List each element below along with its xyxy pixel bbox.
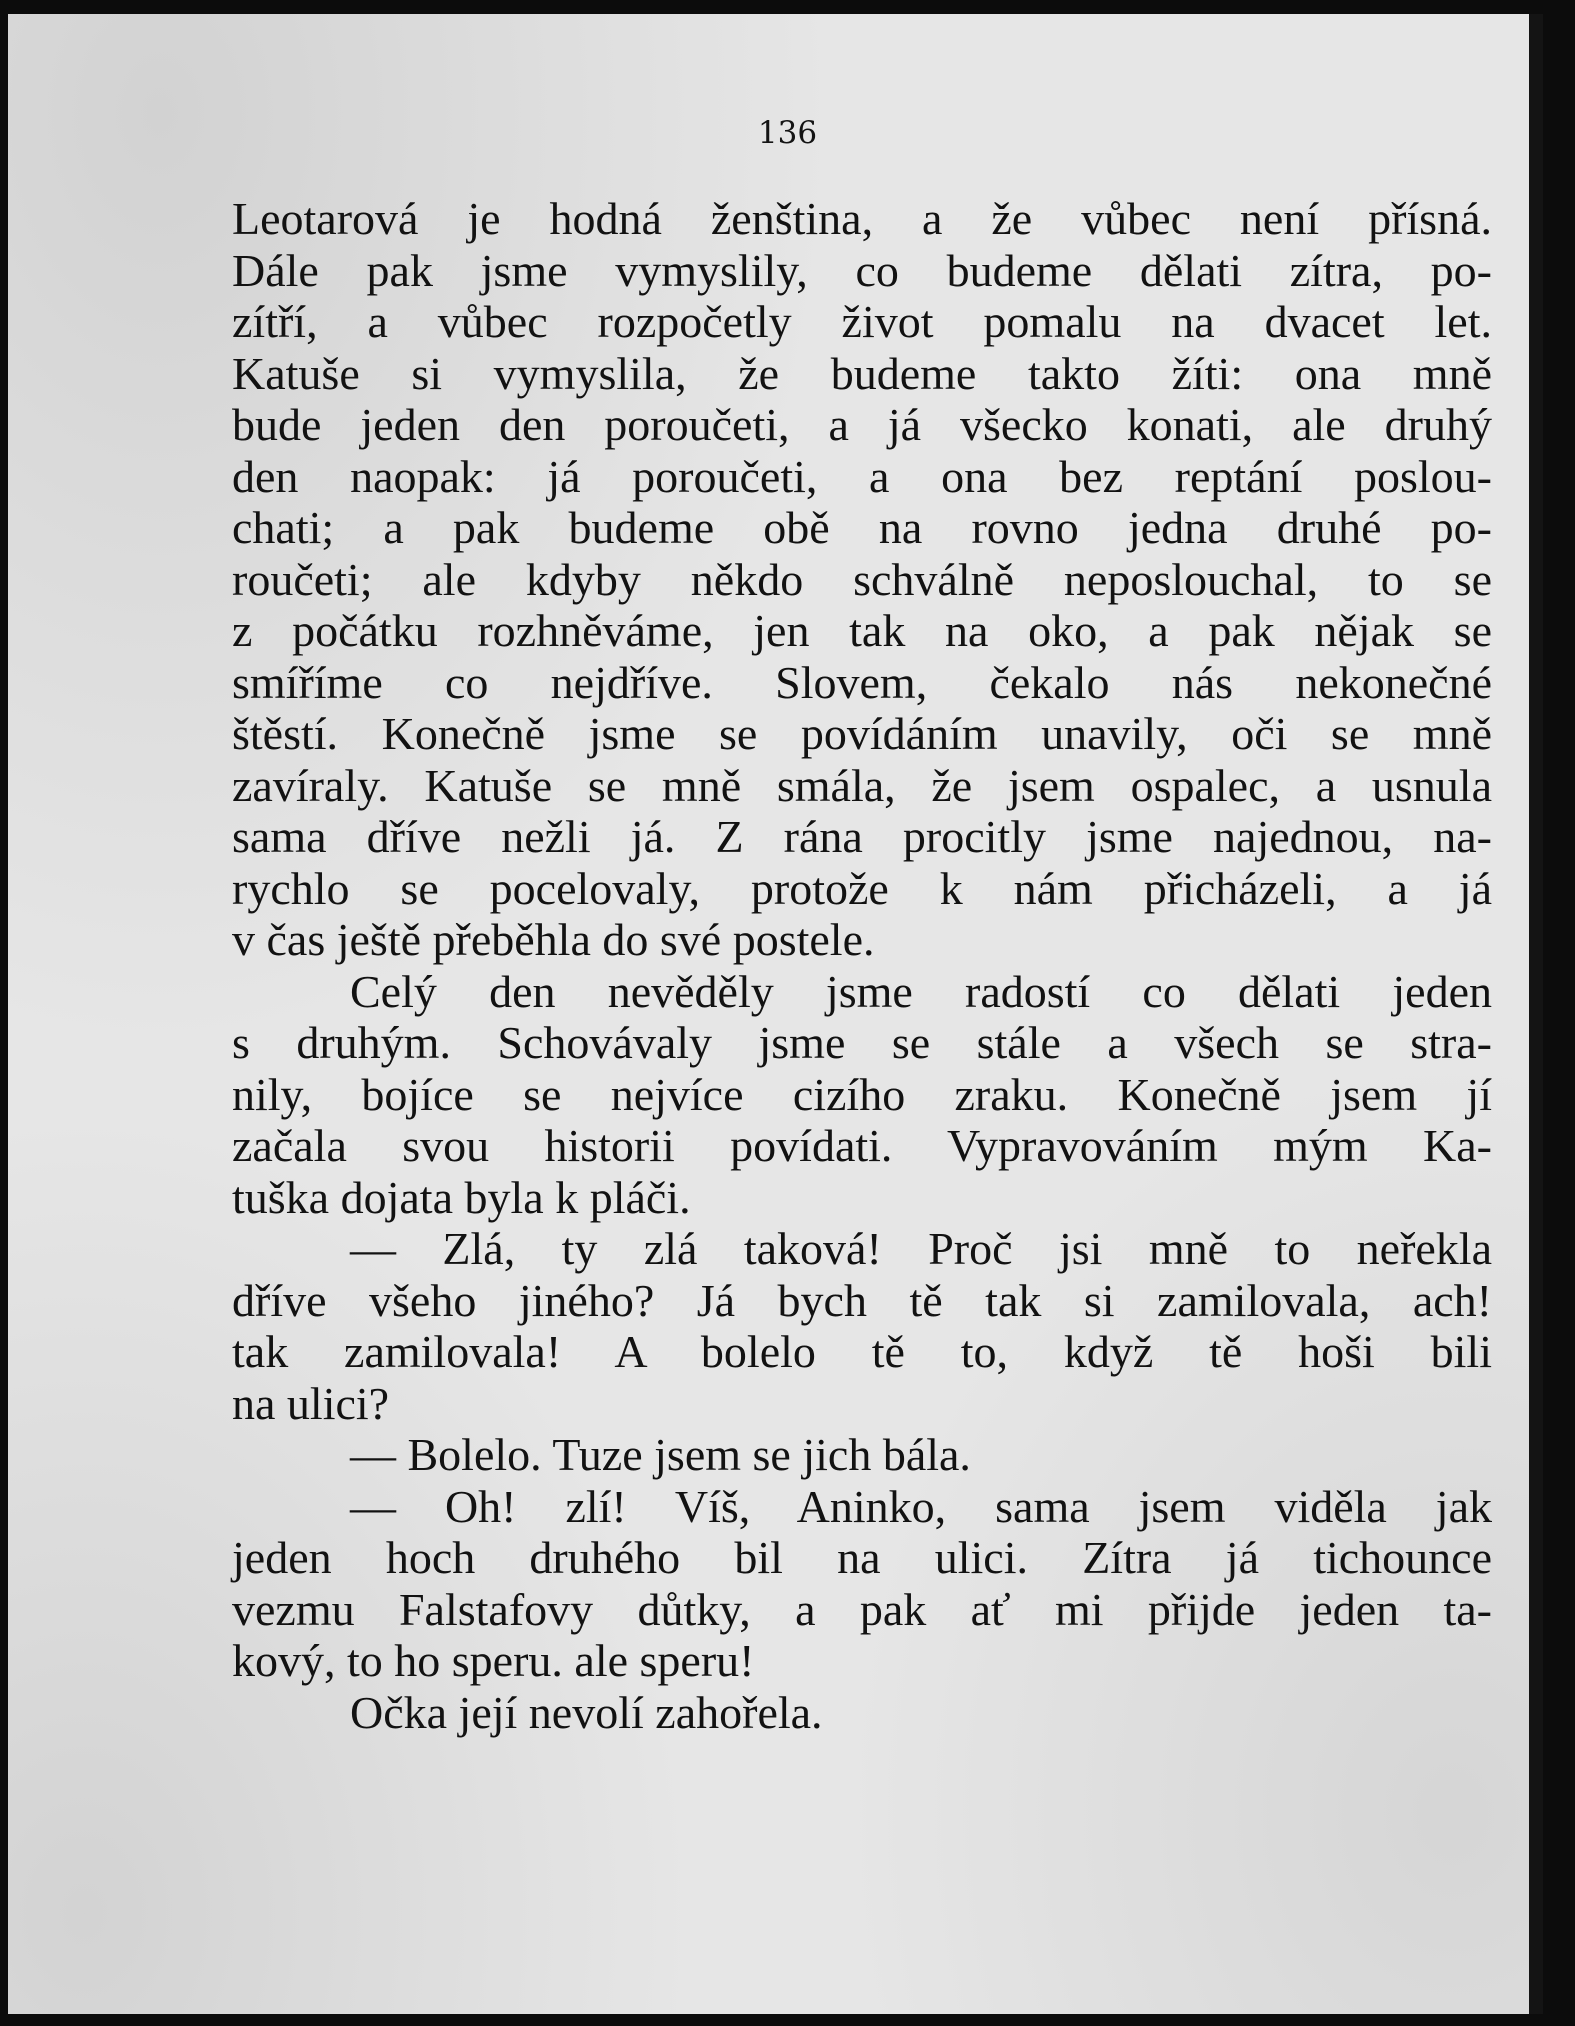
text-line: nily, bojíce se nejvíce cizího zraku. Konečně jsem jí (232, 1068, 1492, 1120)
text-line: s druhým. Schovávaly jsme se stále a všech se stra- (232, 1017, 1492, 1068)
text-line: tak zamilovala! A bolelo tě to, když tě hoši bili (232, 1326, 1492, 1377)
text-line: zítří, a vůbec rozpočetly život pomalu na dvacet let. (232, 296, 1492, 347)
text-line: Leotarová je hodná ženština, a že vůbec není přísná. (232, 193, 1492, 244)
text-line: chati; a pak budeme obě na rovno jedna druhé po- (232, 502, 1492, 553)
text-line: z počátku rozhněváme, jen tak na oko, a pak nějak se (232, 605, 1492, 656)
paragraph-5 (232, 1481, 1492, 1687)
text-line: — Oh! zlí! Víš, Aninko, sama jsem viděla jak (350, 1480, 1492, 1532)
text-line: zavíraly. Katuše se mně smála, že jsem ospalec, a usnula (232, 759, 1492, 811)
text-line: jeden hoch druhého bil na ulici. Zítra já tichounce (232, 1532, 1492, 1583)
text-line: dříve všeho jiného? Já bych tě tak si zamilovala, ach! (232, 1274, 1492, 1326)
text-line: Očka její nevolí zahořela. (350, 1686, 823, 1738)
paragraph-1 (232, 193, 1492, 966)
text-line: v čas ještě přeběhla do své postele. (232, 914, 875, 965)
text-line: smíříme co nejdříve. Slovem, čekalo nás nekonečné (232, 656, 1492, 708)
body-text (232, 193, 1492, 1738)
text-line: Katuše si vymyslila, že budeme takto žíti: ona mně (232, 347, 1492, 399)
paragraph-4 (232, 1429, 1492, 1481)
text-line: — Bolelo. Tuze jsem se jich bála. (350, 1429, 971, 1480)
page-number: 136 (757, 115, 818, 151)
paragraph-3 (232, 1223, 1492, 1429)
text-line: Dále pak jsme vymyslily, co budeme dělati zítra, po- (232, 244, 1492, 296)
text-line: sama dříve nežli já. Z rána procitly jsme najednou, na- (232, 811, 1492, 862)
text-line: den naopak: já poroučeti, a ona bez reptání poslou- (232, 450, 1492, 502)
text-line: — Zlá, ty zlá taková! Proč jsi mně to neřekla (350, 1223, 1492, 1274)
text-line: Celý den nevěděly jsme radostí co dělati jeden (350, 965, 1492, 1017)
paragraph-2 (232, 966, 1492, 1224)
text-line: bude jeden den poroučeti, a já všecko konati, ale druhý (232, 399, 1492, 450)
text-line: na ulici? (232, 1377, 390, 1429)
text-line: roučeti; ale kdyby někdo schválně neposlouchal, to se (232, 553, 1492, 605)
text-line: rychlo se pocelovaly, protože k nám přicházeli, a já (232, 862, 1492, 914)
text-line: vezmu Falstafovy důtky, a pak ať mi přijde jeden ta- (232, 1583, 1492, 1635)
text-line: tuška dojata byla k pláči. (232, 1171, 691, 1223)
paragraph-6 (232, 1687, 1492, 1739)
text-line: začala svou historii povídati. Vypravováním mým Ka- (232, 1120, 1492, 1171)
text-line: štěstí. Konečně jsme se povídáním unavily, oči se mně (232, 708, 1492, 759)
text-line: kový, to ho speru. ale speru! (232, 1635, 755, 1686)
